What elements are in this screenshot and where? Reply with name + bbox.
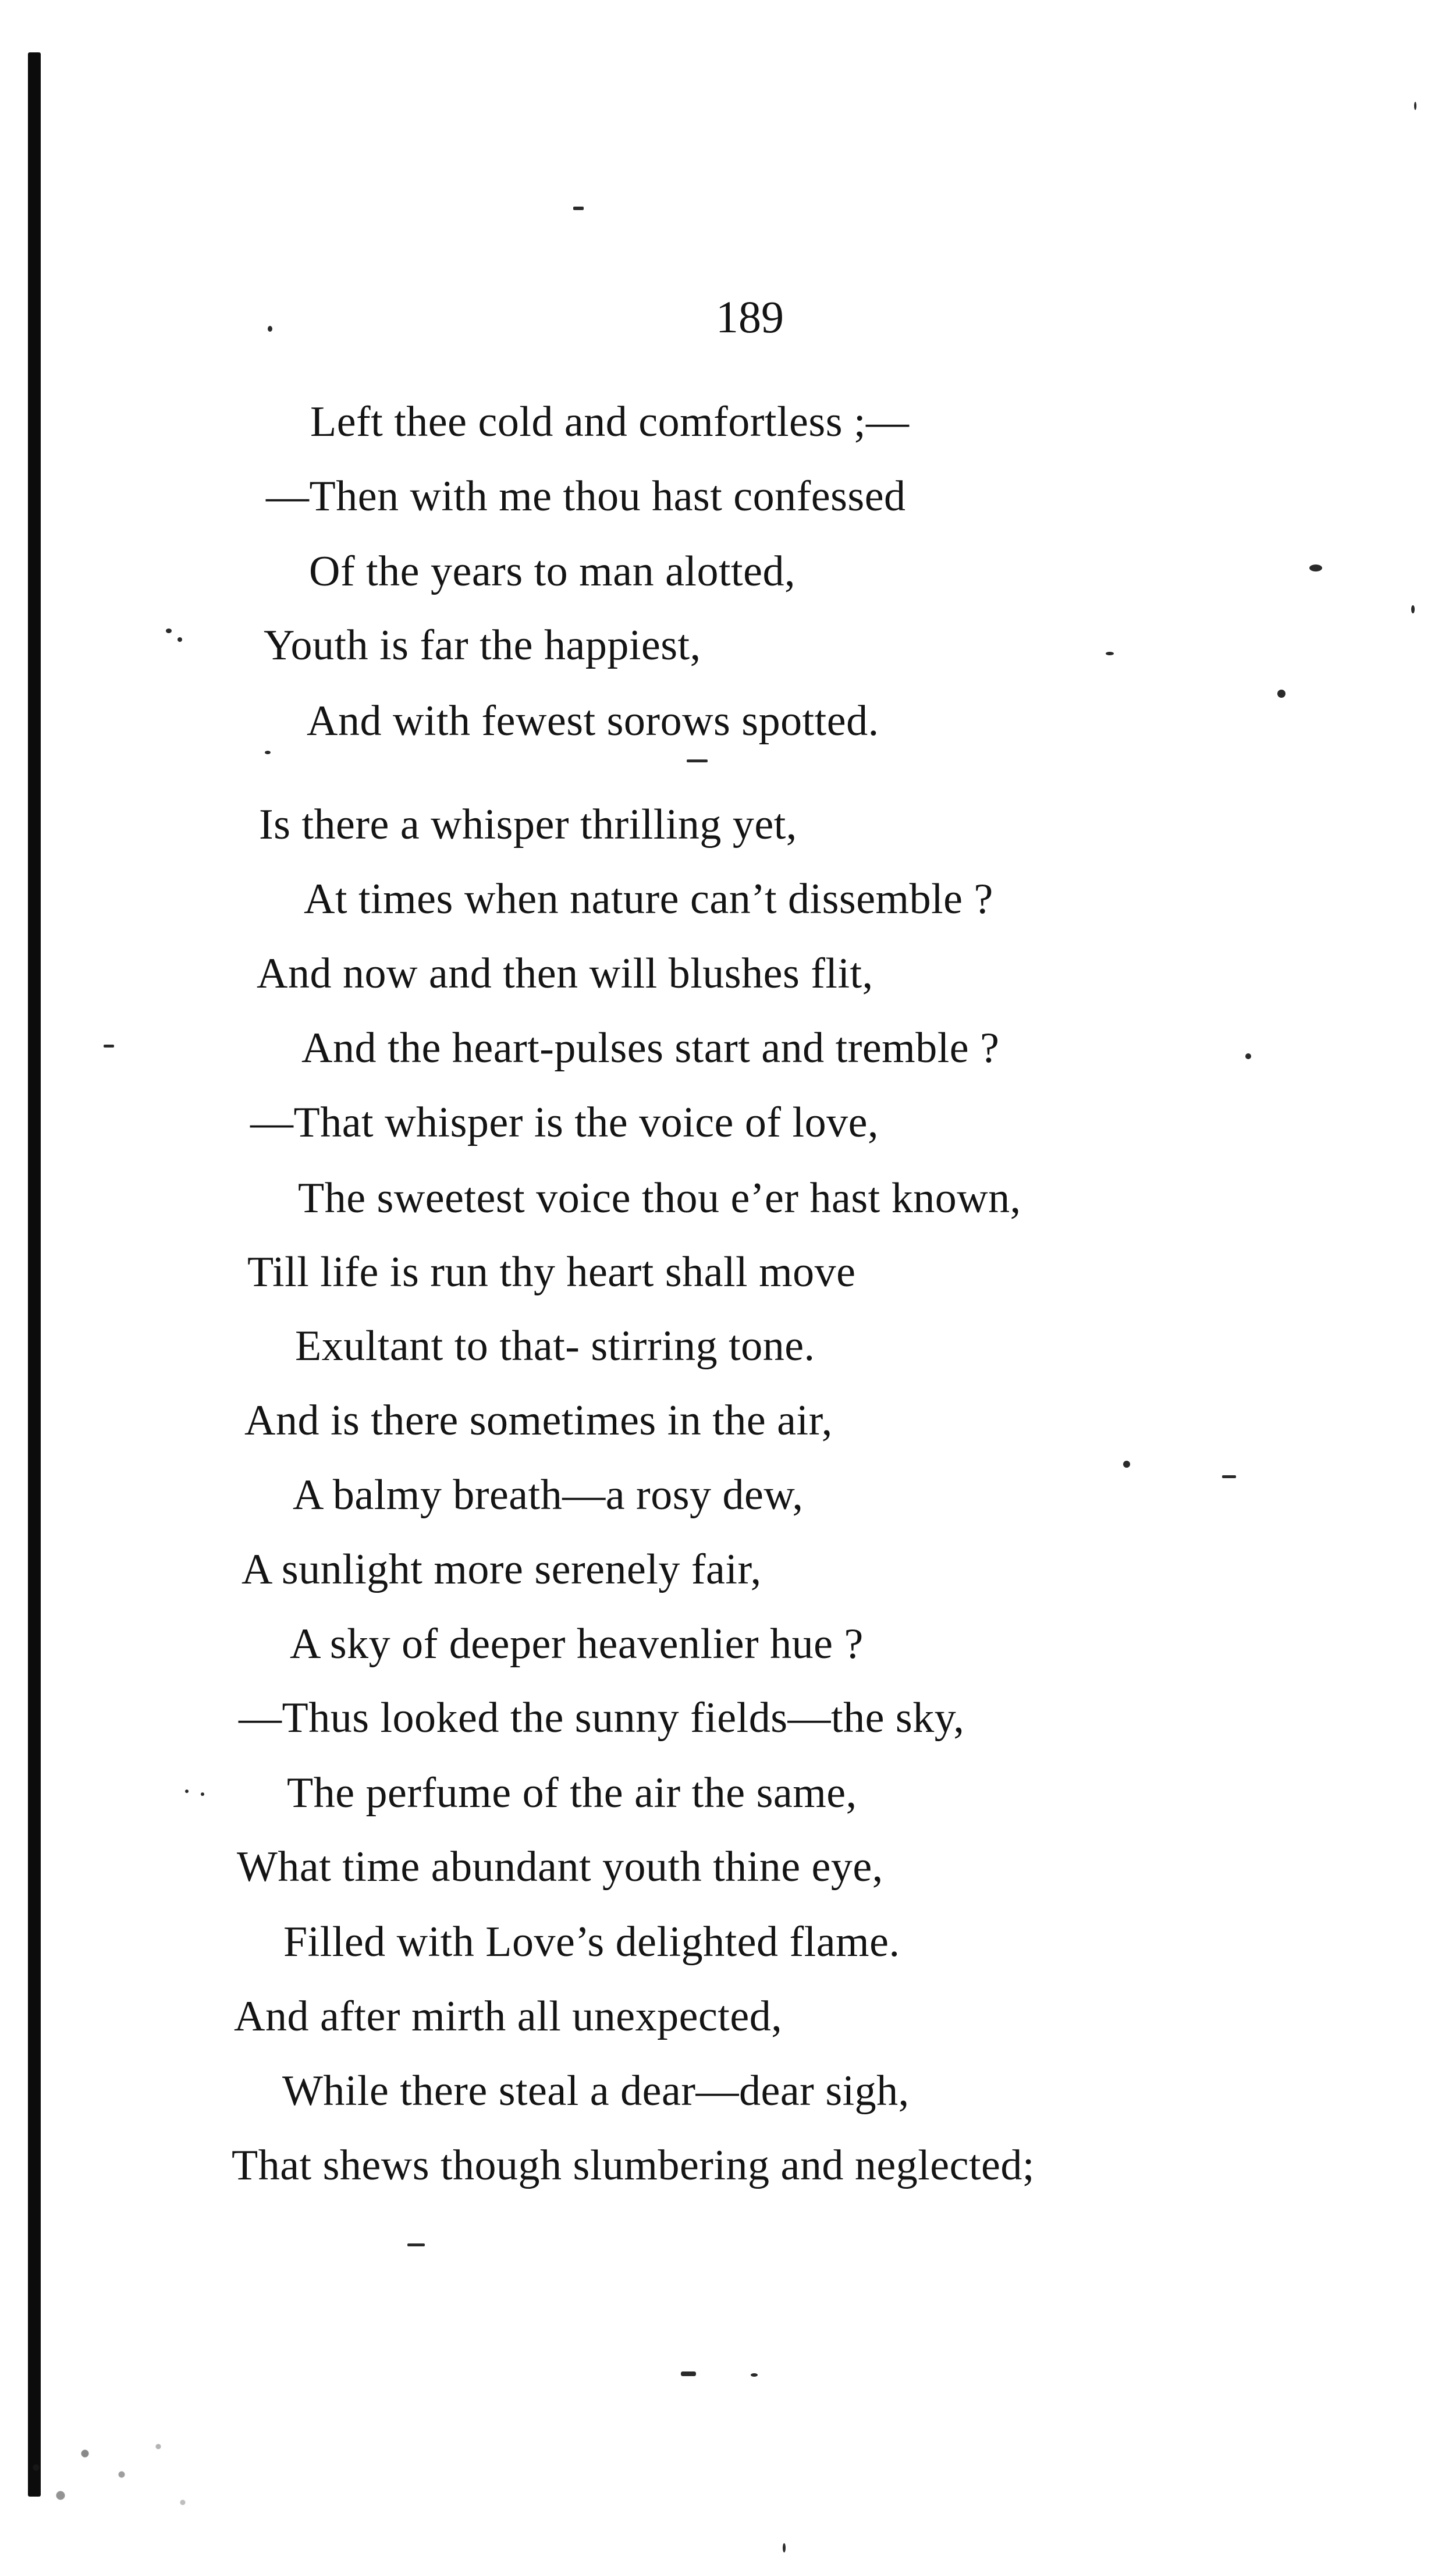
ink-speck [1414, 102, 1416, 110]
poem-line: A balmy breath—a rosy dew, [293, 1471, 804, 1519]
poem-line: Is there a whisper thrilling yet, [259, 801, 797, 848]
poem-line: And now and then will blushes flit, [257, 950, 873, 997]
ink-speck [166, 629, 172, 633]
ink-speck [1309, 564, 1322, 571]
poem-line: Filled with Love’s delighted flame. [283, 1918, 900, 1966]
ink-speck [265, 751, 271, 754]
ink-speck [1106, 652, 1114, 655]
ink-speck [1277, 690, 1285, 698]
ink-speck [1123, 1461, 1130, 1468]
binding-edge [28, 52, 41, 2497]
poem-line: —Thus looked the sunny fields—the sky, [239, 1694, 965, 1742]
ink-speck [573, 207, 584, 210]
ink-speck [687, 759, 708, 762]
poem-line: Of the years to man alotted, [309, 548, 796, 595]
poem-line: At times when nature can’t dissemble ? [304, 875, 993, 923]
ink-speck [1411, 605, 1415, 613]
poem-line: And with fewest sorows spotted. [307, 697, 879, 745]
poem-line: The sweetest voice thou e’er hast known, [298, 1174, 1021, 1222]
ink-speck [185, 1790, 189, 1793]
page-smudge [12, 2398, 256, 2537]
ink-speck [783, 2543, 786, 2552]
poem-line: What time abundant youth thine eye, [237, 1843, 883, 1891]
ink-speck [1245, 1053, 1251, 1059]
poem-line: And after mirth all unexpected, [234, 1993, 783, 2040]
poem-line: Exultant to that- stirring tone. [295, 1322, 815, 1370]
poem-line: Youth is far the happiest, [264, 622, 701, 669]
poem-line: And is there sometimes in the air, [244, 1397, 833, 1444]
poem-line: —Then with me thou hast confessed [266, 473, 906, 520]
ink-speck [681, 2371, 696, 2376]
poem-line: A sky of deeper heavenlier hue ? [290, 1620, 864, 1668]
ink-speck [751, 2373, 758, 2377]
poem-line: The perfume of the air the same, [287, 1769, 857, 1817]
poem-line: A sunlight more serenely fair, [242, 1546, 762, 1593]
poem-line: That shews though slumbering and neglected; [232, 2142, 1035, 2189]
page-number: 189 [716, 292, 784, 342]
poem-line: And the heart-pulses start and tremble ? [301, 1024, 1000, 1072]
ink-speck [104, 1045, 114, 1048]
poem-line: Till life is run thy heart shall move [247, 1248, 856, 1296]
ink-speck [177, 637, 182, 642]
poem-line: Left thee cold and comfortless ;— [310, 398, 910, 446]
ink-speck [201, 1792, 204, 1796]
poem-line: While there steal a dear—dear sigh, [282, 2067, 910, 2115]
ink-speck [268, 326, 272, 332]
ink-speck [407, 2243, 425, 2246]
poem-line: —That whisper is the voice of love, [250, 1099, 879, 1146]
ink-speck [1222, 1475, 1236, 1478]
